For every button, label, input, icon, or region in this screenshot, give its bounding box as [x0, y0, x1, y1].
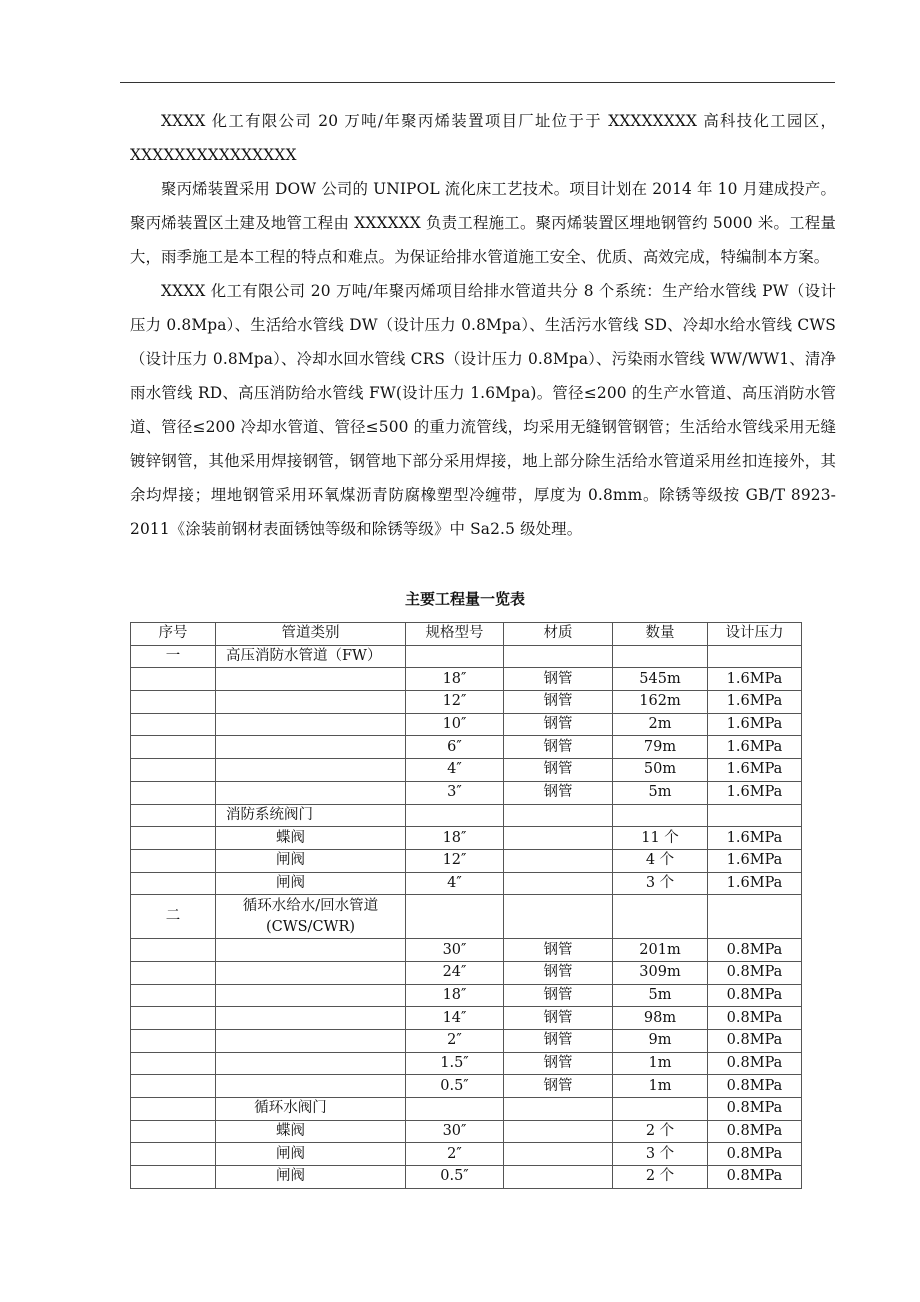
cell-no	[131, 713, 216, 736]
cell-category: 循环水阀门	[216, 1098, 406, 1121]
cell-quantity: 79m	[613, 736, 708, 759]
cell-category	[216, 781, 406, 804]
cell-quantity: 545m	[613, 668, 708, 691]
cell-pressure: 0.8MPa	[708, 1075, 802, 1098]
col-header-material: 材质	[504, 623, 613, 646]
cell-material: 钢管	[504, 961, 613, 984]
category-line-2: (CWS/CWR)	[265, 918, 356, 935]
cell-material	[504, 1143, 613, 1166]
cell-quantity	[613, 1098, 708, 1121]
table-row	[131, 713, 802, 736]
cell-pressure: 1.6MPa	[708, 736, 802, 759]
cell-no	[131, 1166, 216, 1189]
col-header-pressure: 设计压力	[708, 623, 802, 646]
cell-pressure	[708, 804, 802, 827]
cell-pressure: 1.6MPa	[708, 759, 802, 782]
cell-pressure	[708, 645, 802, 668]
cell-material: 钢管	[504, 713, 613, 736]
cell-pressure: 1.6MPa	[708, 691, 802, 714]
cell-spec: 14″	[406, 1007, 504, 1030]
cell-spec: 30″	[406, 1120, 504, 1143]
cell-no	[131, 1143, 216, 1166]
cell-pressure: 0.8MPa	[708, 1120, 802, 1143]
cell-material	[504, 1120, 613, 1143]
cell-spec: 0.5″	[406, 1075, 504, 1098]
cell-quantity	[613, 895, 708, 939]
cell-pressure: 0.8MPa	[708, 1052, 802, 1075]
cell-no	[131, 984, 216, 1007]
cell-pressure: 1.6MPa	[708, 849, 802, 872]
cell-no	[131, 781, 216, 804]
cell-quantity: 11 个	[613, 827, 708, 850]
table-row	[131, 1166, 802, 1189]
cell-material: 钢管	[504, 736, 613, 759]
cell-material: 钢管	[504, 759, 613, 782]
cell-material	[504, 849, 613, 872]
cell-spec: 10″	[406, 713, 504, 736]
cell-no	[131, 691, 216, 714]
cell-no	[131, 1030, 216, 1053]
cell-category: 蝶阀	[216, 1120, 406, 1143]
cell-pressure: 0.8MPa	[708, 1030, 802, 1053]
cell-spec: 2″	[406, 1030, 504, 1053]
cell-spec: 1.5″	[406, 1052, 504, 1075]
cell-pressure: 0.8MPa	[708, 1007, 802, 1030]
table-header-row	[131, 623, 802, 646]
cell-category: 闸阀	[216, 1166, 406, 1189]
cell-category: 消防系统阀门	[216, 804, 406, 827]
table-row	[131, 736, 802, 759]
cell-spec: 12″	[406, 849, 504, 872]
cell-category	[216, 961, 406, 984]
cell-category	[216, 1007, 406, 1030]
table-title: 主要工程量一览表	[404, 590, 525, 608]
cell-category	[216, 736, 406, 759]
cell-quantity: 3 个	[613, 1143, 708, 1166]
cell-quantity: 2m	[613, 713, 708, 736]
cell-material: 钢管	[504, 668, 613, 691]
header-rule	[120, 82, 835, 83]
cell-spec: 4″	[406, 872, 504, 895]
cell-no	[131, 827, 216, 850]
cell-no	[131, 1007, 216, 1030]
table-row	[131, 872, 802, 895]
cell-no	[131, 1120, 216, 1143]
cell-pressure: 0.8MPa	[708, 984, 802, 1007]
cell-material: 钢管	[504, 939, 613, 962]
col-header-category: 管道类别	[216, 623, 406, 646]
cell-spec: 4″	[406, 759, 504, 782]
cell-quantity: 9m	[613, 1030, 708, 1053]
cell-spec: 24″	[406, 961, 504, 984]
cell-material	[504, 827, 613, 850]
cell-quantity: 5m	[613, 984, 708, 1007]
cell-pressure: 1.6MPa	[708, 827, 802, 850]
cell-spec: 12″	[406, 691, 504, 714]
cell-spec: 3″	[406, 781, 504, 804]
cell-spec: 30″	[406, 939, 504, 962]
cell-no	[131, 736, 216, 759]
cell-no: 一	[131, 645, 216, 668]
cell-category: 闸阀	[216, 872, 406, 895]
table-row	[131, 1098, 802, 1121]
cell-spec: 6″	[406, 736, 504, 759]
quantity-table	[130, 622, 802, 1189]
table-row	[131, 1007, 802, 1030]
cell-spec	[406, 1098, 504, 1121]
cell-material: 钢管	[504, 781, 613, 804]
cell-spec: 0.5″	[406, 1166, 504, 1189]
table-body	[131, 645, 802, 1188]
cell-pressure: 0.8MPa	[708, 1143, 802, 1166]
category-line-1: 循环水给水/回水管道	[242, 897, 379, 914]
cell-category	[216, 984, 406, 1007]
cell-quantity: 98m	[613, 1007, 708, 1030]
table-row	[131, 1120, 802, 1143]
cell-material: 钢管	[504, 1075, 613, 1098]
cell-no	[131, 1098, 216, 1121]
table-row	[131, 668, 802, 691]
cell-no	[131, 1075, 216, 1098]
cell-material	[504, 1166, 613, 1189]
cell-category: 闸阀	[216, 849, 406, 872]
table-row	[131, 961, 802, 984]
cell-no	[131, 849, 216, 872]
table-row	[131, 1030, 802, 1053]
cell-category: 闸阀	[216, 1143, 406, 1166]
cell-category	[216, 668, 406, 691]
cell-category	[216, 713, 406, 736]
cell-no	[131, 961, 216, 984]
cell-material	[504, 895, 613, 939]
cell-material: 钢管	[504, 984, 613, 1007]
cell-material: 钢管	[504, 1052, 613, 1075]
cell-quantity: 2 个	[613, 1120, 708, 1143]
table-row	[131, 984, 802, 1007]
cell-quantity: 1m	[613, 1052, 708, 1075]
table-row	[131, 849, 802, 872]
cell-quantity: 50m	[613, 759, 708, 782]
table-row	[131, 781, 802, 804]
cell-material: 钢管	[504, 1007, 613, 1030]
cell-pressure: 0.8MPa	[708, 939, 802, 962]
cell-quantity	[613, 645, 708, 668]
cell-pressure: 0.8MPa	[708, 1098, 802, 1121]
cell-quantity	[613, 804, 708, 827]
cell-pressure	[708, 895, 802, 939]
table-row	[131, 645, 802, 668]
cell-spec: 18″	[406, 668, 504, 691]
table-row	[131, 827, 802, 850]
cell-category	[216, 1052, 406, 1075]
cell-quantity: 2 个	[613, 1166, 708, 1189]
cell-material	[504, 645, 613, 668]
cell-no	[131, 759, 216, 782]
cell-spec: 18″	[406, 827, 504, 850]
cell-spec	[406, 895, 504, 939]
cell-quantity: 162m	[613, 691, 708, 714]
table-row	[131, 1052, 802, 1075]
col-header-no: 序号	[131, 623, 216, 646]
cell-quantity: 3 个	[613, 872, 708, 895]
cell-no	[131, 668, 216, 691]
cell-quantity: 1m	[613, 1075, 708, 1098]
cell-quantity: 5m	[613, 781, 708, 804]
cell-no	[131, 939, 216, 962]
cell-no	[131, 804, 216, 827]
cell-pressure: 1.6MPa	[708, 668, 802, 691]
table-row	[131, 691, 802, 714]
cell-spec	[406, 645, 504, 668]
cell-spec: 18″	[406, 984, 504, 1007]
cell-material	[504, 872, 613, 895]
table-row	[131, 759, 802, 782]
cell-spec	[406, 804, 504, 827]
table-row	[131, 939, 802, 962]
cell-pressure: 1.6MPa	[708, 781, 802, 804]
cell-category	[216, 691, 406, 714]
table-row	[131, 895, 802, 939]
cell-material: 钢管	[504, 1030, 613, 1053]
table-row	[131, 804, 802, 827]
table-row	[131, 1075, 802, 1098]
cell-category	[216, 895, 406, 939]
cell-material	[504, 804, 613, 827]
cell-pressure: 0.8MPa	[708, 961, 802, 984]
cell-quantity: 309m	[613, 961, 708, 984]
cell-category	[216, 759, 406, 782]
paragraph-process-technology: 聚丙烯装置采用 DOW 公司的 UNIPOL 流化床工艺技术。项目计划在 2014 年 10 月建成投产。聚丙烯装置区土建及地管工程由 XXXXXX 负责工程施工。聚丙烯装置区埋地钢管约 5000 米。工程量大，雨季施工是本工程的特点和难点。为保证给排水管道施工安全、优质、高效完成，特编制本方案。	[130, 180, 836, 266]
cell-material	[504, 1098, 613, 1121]
cell-no: 二	[131, 895, 216, 939]
cell-category	[216, 1075, 406, 1098]
cell-category: 蝶阀	[216, 827, 406, 850]
cell-spec: 2″	[406, 1143, 504, 1166]
cell-category	[216, 939, 406, 962]
cell-no	[131, 1052, 216, 1075]
document-body	[130, 104, 836, 546]
cell-no	[131, 872, 216, 895]
cell-category: 高压消防水管道（FW）	[216, 645, 406, 668]
paragraph-pipeline-systems: XXXX 化工有限公司 20 万吨/年聚丙烯项目给排水管道共分 8 个系统：生产给水管线 PW（设计压力 0.8Mpa）、生活给水管线 DW（设计压力 0.8Mpa）、生活污水管线 SD、冷却水给水管线 CWS（设计压力 0.8Mpa）、冷却水回水管线 CRS（设计压力 0.8Mpa）、污染雨水管线 WW/WW1、清净雨水管线 RD、高压消防给水管线 FW(设计压力 1.6Mpa)。管径≤200 的生产水管道、高压消防水管道、管径≤200 冷却水管道、管径≤500 的重力流管线，均采用无缝钢管钢管；生活给水管线采用无缝镀锌钢管，其他采用焊接钢管，钢管地下部分采用焊接，地上部分除生活给水管道采用丝扣连接外，其余均焊接；埋地钢管采用环氧煤沥青防腐橡塑型冷缠带，厚度为 0.8mm。除锈等级按 GB/T 8923-2011《涂装前钢材表面锈蚀等级和除锈等级》中 Sa2.5 级处理。	[130, 282, 836, 538]
cell-pressure: 0.8MPa	[708, 1166, 802, 1189]
cell-material: 钢管	[504, 691, 613, 714]
col-header-quantity: 数量	[613, 623, 708, 646]
cell-category	[216, 1030, 406, 1053]
cell-quantity: 201m	[613, 939, 708, 962]
cell-pressure: 1.6MPa	[708, 713, 802, 736]
table-row	[131, 1143, 802, 1166]
col-header-spec: 规格型号	[406, 623, 504, 646]
paragraph-site-location: XXXX 化工有限公司 20 万吨/年聚丙烯装置项目厂址位于于 XXXXXXXX 高科技化工园区，XXXXXXXXXXXXXXX	[130, 112, 836, 164]
cell-quantity: 4 个	[613, 849, 708, 872]
cell-pressure: 1.6MPa	[708, 872, 802, 895]
